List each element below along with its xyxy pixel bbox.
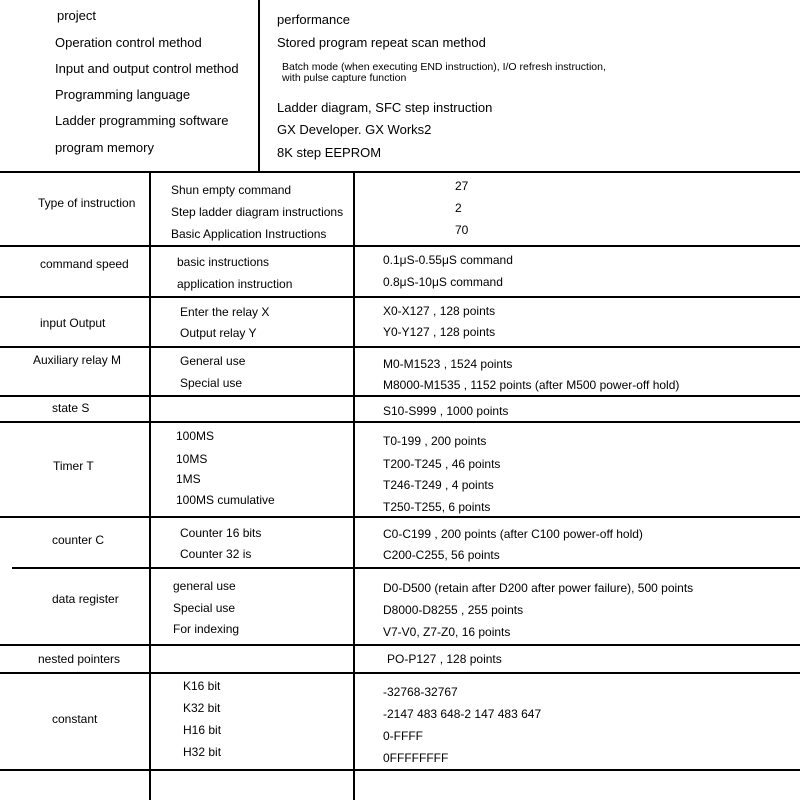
item-name: K16 bit bbox=[183, 679, 221, 693]
item-value: T0-199 , 200 points bbox=[383, 434, 487, 448]
category-command-speed: command speed bbox=[40, 257, 129, 271]
header-right-eeprom: 8K step EEPROM bbox=[277, 145, 382, 160]
row-divider bbox=[0, 395, 800, 397]
item-value: V7-V0, Z7-Z0, 16 points bbox=[383, 625, 511, 639]
item-name: Enter the relay X bbox=[180, 305, 270, 319]
row-divider bbox=[0, 245, 800, 247]
item-name: Output relay Y bbox=[180, 326, 257, 340]
item-name: application instruction bbox=[177, 277, 293, 291]
category-state-s: state S bbox=[52, 401, 90, 415]
header-right-pulse-capture: with pulse capture function bbox=[282, 72, 407, 84]
item-value: T250-T255, 6 points bbox=[383, 500, 491, 514]
item-name: Special use bbox=[180, 376, 243, 390]
item-value: -32768-32767 bbox=[383, 685, 458, 699]
item-name: Basic Application Instructions bbox=[171, 227, 327, 241]
item-value: S10-S999 , 1000 points bbox=[383, 404, 509, 418]
item-value: D8000-D8255 , 255 points bbox=[383, 603, 524, 617]
item-value: PO-P127 , 128 points bbox=[387, 652, 502, 666]
row-divider bbox=[0, 644, 800, 646]
item-name: 1MS bbox=[176, 472, 201, 486]
row-divider bbox=[0, 421, 800, 423]
header-right-batch-mode: Batch mode (when executing END instruction), I/O refresh instruction, bbox=[282, 61, 606, 73]
table-top-border bbox=[0, 171, 800, 173]
table-col-divider-2 bbox=[353, 172, 355, 800]
table-col-divider-1 bbox=[149, 172, 151, 800]
category-data-register: data register bbox=[52, 592, 119, 606]
header-right-performance: performance bbox=[277, 12, 350, 27]
item-value: C0-C199 , 200 points (after C100 power-off hold) bbox=[383, 527, 643, 541]
item-name: 100MS cumulative bbox=[176, 493, 275, 507]
item-value: T246-T249 , 4 points bbox=[383, 478, 494, 492]
item-value: 2 bbox=[455, 201, 462, 215]
item-name: For indexing bbox=[173, 622, 240, 636]
row-divider bbox=[0, 672, 800, 674]
item-value: C200-C255, 56 points bbox=[383, 548, 500, 562]
item-value: Y0-Y127 , 128 points bbox=[383, 325, 496, 339]
category-nested-pointers: nested pointers bbox=[38, 652, 121, 666]
row-divider bbox=[0, 516, 800, 518]
header-left-program-memory: program memory bbox=[55, 140, 154, 155]
header-left-io-control: Input and output control method bbox=[55, 61, 239, 76]
category-counter-c: counter C bbox=[52, 533, 105, 547]
item-name: H16 bit bbox=[183, 723, 222, 737]
item-value: 0.8μS-10μS command bbox=[383, 275, 503, 289]
row-divider bbox=[0, 769, 800, 771]
item-name: 10MS bbox=[176, 452, 208, 466]
item-value: X0-X127 , 128 points bbox=[383, 304, 496, 318]
header-left-project: project bbox=[57, 8, 97, 23]
header-left-ladder-software: Ladder programming software bbox=[55, 113, 229, 128]
row-divider bbox=[0, 296, 800, 298]
item-value: 0-FFFF bbox=[383, 729, 423, 743]
header-right-gx-software: GX Developer. GX Works2 bbox=[277, 122, 432, 137]
item-name: general use bbox=[173, 579, 236, 593]
row-divider bbox=[12, 567, 800, 569]
item-name: 100MS bbox=[176, 429, 215, 443]
category-type-of-instruction: Type of instruction bbox=[38, 196, 136, 210]
item-name: basic instructions bbox=[177, 255, 270, 269]
header-right-scan-method: Stored program repeat scan method bbox=[277, 35, 486, 50]
item-name: General use bbox=[180, 354, 246, 368]
item-name: Special use bbox=[173, 601, 236, 615]
header-right-ladder-sfc: Ladder diagram, SFC step instruction bbox=[277, 100, 493, 115]
item-value: 0FFFFFFFF bbox=[383, 751, 449, 765]
item-value: M8000-M1535 , 1152 points (after M500 power-off hold) bbox=[383, 378, 680, 392]
row-divider bbox=[0, 346, 800, 348]
item-value: 27 bbox=[455, 179, 469, 193]
item-value: M0-M1523 , 1524 points bbox=[383, 357, 513, 371]
item-value: 0.1μS-0.55μS command bbox=[383, 253, 513, 267]
item-name: Shun empty command bbox=[171, 183, 292, 197]
item-name: Counter 32 is bbox=[180, 547, 252, 561]
item-value: 70 bbox=[455, 223, 469, 237]
header-divider bbox=[258, 0, 260, 171]
header-left-operation-control: Operation control method bbox=[55, 35, 202, 50]
category-auxiliary-relay: Auxiliary relay M bbox=[33, 353, 122, 367]
item-name: Step ladder diagram instructions bbox=[171, 205, 344, 219]
category-constant: constant bbox=[52, 712, 98, 726]
item-value: D0-D500 (retain after D200 after power failure), 500 points bbox=[383, 581, 694, 595]
category-input-output: input Output bbox=[40, 316, 106, 330]
item-name: H32 bit bbox=[183, 745, 222, 759]
header-left-programming-language: Programming language bbox=[55, 87, 191, 102]
item-value: T200-T245 , 46 points bbox=[383, 457, 501, 471]
category-timer-t: Timer T bbox=[53, 459, 94, 473]
item-value: -2147 483 648-2 147 483 647 bbox=[383, 707, 542, 721]
item-name: Counter 16 bits bbox=[180, 526, 262, 540]
item-name: K32 bit bbox=[183, 701, 221, 715]
